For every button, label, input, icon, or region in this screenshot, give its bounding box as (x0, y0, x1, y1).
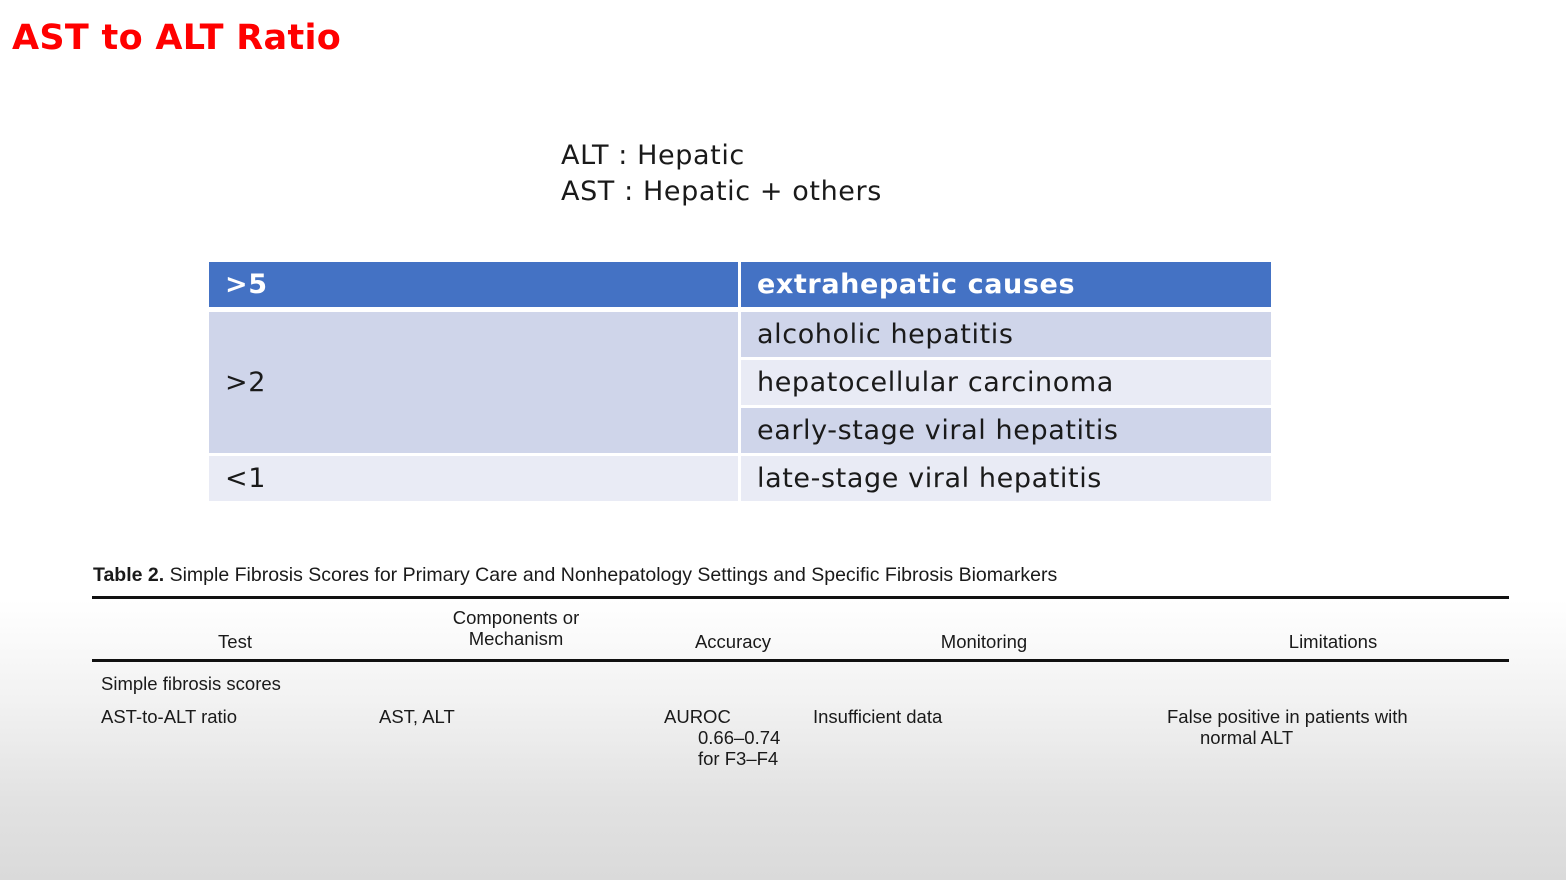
cause-cell: late-stage viral hepatitis (741, 456, 1271, 501)
ast-definition: AST : Hepatic + others (561, 176, 882, 207)
enzyme-definitions (561, 138, 882, 210)
row-limitations: False positive in patients with normal ALT (1167, 706, 1408, 748)
alt-definition: ALT : Hepatic (561, 140, 745, 171)
row-test: AST-to-ALT ratio (101, 706, 238, 727)
slide-title: AST to ALT Ratio (12, 18, 342, 58)
col-header-limitations: Limitations (1288, 631, 1378, 652)
col-header-monitoring: Monitoring (940, 631, 1028, 652)
col-header-accuracy: Accuracy (694, 631, 772, 652)
cause-cell: hepatocellular carcinoma (741, 360, 1271, 405)
row-accuracy: AUROC 0.66–0.74 for F3–F4 (664, 706, 781, 769)
table2-caption (93, 564, 1057, 587)
cause-cell: early-stage viral hepatitis (741, 408, 1271, 453)
col-header-components: Components or Mechanism (452, 607, 580, 649)
row-components: AST, ALT (379, 706, 455, 727)
ratio-table (209, 262, 1271, 502)
ratio-header-cell: >5 (209, 262, 738, 307)
col-header-test: Test (218, 631, 252, 652)
row-monitoring: Insufficient data (813, 706, 943, 727)
table2-header-rule (92, 659, 1509, 662)
table2-section-label: Simple fibrosis scores (101, 673, 281, 694)
cause-header-cell: extrahepatic causes (741, 262, 1271, 307)
ratio-group-cell: >2 (209, 312, 738, 453)
ratio-low-cell: <1 (209, 456, 738, 501)
cause-cell: alcoholic hepatitis (741, 312, 1271, 357)
table2-caption-text: Simple Fibrosis Scores for Primary Care and Nonhepatology Settings and Specific Fibrosis Biomarkers (164, 564, 1058, 586)
table2-label: Table 2. (93, 564, 165, 586)
table2-top-rule (92, 596, 1509, 599)
